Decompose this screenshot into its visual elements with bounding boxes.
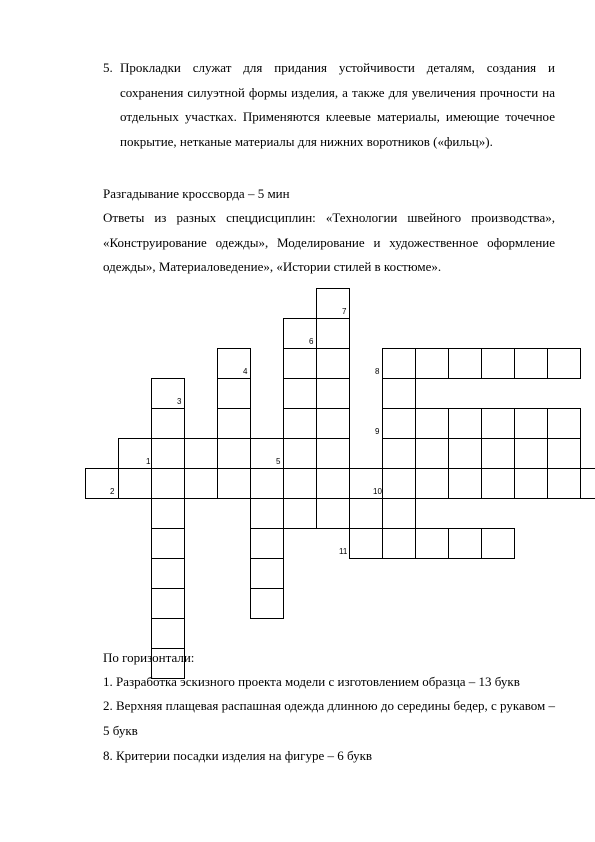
crossword-cell (383, 469, 416, 499)
crossword-cell (152, 529, 185, 559)
crossword-cell (284, 409, 317, 439)
crossword-cell (284, 379, 317, 409)
crossword-cell (515, 409, 548, 439)
crossword-cell (449, 439, 482, 469)
crossword-cell (317, 469, 350, 499)
crossword-cell (482, 439, 515, 469)
crossword-cell (251, 589, 284, 619)
crossword-cell (218, 469, 251, 499)
crossword-number: 5 (276, 457, 281, 466)
crossword-cell (152, 559, 185, 589)
crossword-cell (416, 409, 449, 439)
across-clues-heading: По горизонтали: (103, 650, 195, 665)
crossword-cell (284, 469, 317, 499)
crossword-number: 4 (243, 367, 248, 376)
crossword-cell (317, 409, 350, 439)
crossword-number: 10 (373, 487, 382, 496)
section-heading: Разгадывание кроссворда – 5 мин (103, 186, 290, 201)
crossword-cell (152, 619, 185, 649)
crossword-cell (350, 529, 383, 559)
crossword-cell (119, 469, 152, 499)
crossword-cell (350, 499, 383, 529)
crossword-number: 8 (375, 367, 380, 376)
crossword-cell (581, 469, 595, 499)
crossword-cell (449, 349, 482, 379)
crossword-cell (515, 469, 548, 499)
crossword-cell (218, 439, 251, 469)
crossword-cell (383, 499, 416, 529)
crossword-cell (383, 379, 416, 409)
crossword-cell (383, 349, 416, 379)
crossword-cell (317, 319, 350, 349)
crossword-cell (152, 589, 185, 619)
crossword-cell (416, 349, 449, 379)
crossword-cell (416, 469, 449, 499)
crossword-number: 9 (375, 427, 380, 436)
crossword-number: 6 (309, 337, 314, 346)
crossword-cell (251, 559, 284, 589)
crossword-cell (185, 439, 218, 469)
crossword-cell (416, 529, 449, 559)
crossword-cell (284, 499, 317, 529)
crossword-cell (185, 469, 218, 499)
crossword-cell (251, 529, 284, 559)
crossword-cell (284, 349, 317, 379)
crossword-cell (548, 409, 581, 439)
crossword-cell (482, 349, 515, 379)
crossword-cell (152, 439, 185, 469)
crossword-cell (284, 439, 317, 469)
crossword-number: 2 (110, 487, 115, 496)
crossword-cell (548, 439, 581, 469)
crossword-cell (317, 439, 350, 469)
clue-2: 2. Верхняя плащевая распашная одежда длинною до середины бедер, с рукавом – 5 букв (103, 698, 555, 738)
crossword-cell (416, 439, 449, 469)
crossword-number: 1 (146, 457, 151, 466)
clue-8: 8. Критерии посадки изделия на фигуре – 6 букв (103, 748, 373, 763)
list-item-text: Прокладки служат для придания устойчивости деталям, создания и сохранения силуэтной формы изделия, а также для увеличения прочности на отдельных участках. Применяются клеевые материалы, имеющие точечное покрытие, нетканые материалы для нижних воротников («фильц»). (120, 60, 555, 149)
crossword-cell (449, 529, 482, 559)
crossword-cell (218, 379, 251, 409)
crossword-cell (515, 439, 548, 469)
crossword-cell (251, 469, 284, 499)
crossword-cell (317, 499, 350, 529)
crossword-cell (449, 469, 482, 499)
crossword-cell (152, 409, 185, 439)
crossword-cell (548, 349, 581, 379)
crossword-cell (383, 409, 416, 439)
crossword-number: 11 (339, 547, 348, 556)
crossword-cell (317, 349, 350, 379)
crossword-cell (317, 379, 350, 409)
crossword-cell (383, 529, 416, 559)
crossword-cell (482, 469, 515, 499)
list-item-number: 5. (103, 60, 113, 75)
clue-1: 1. Разработка эскизного проекта модели с изготовлением образца – 13 букв (103, 674, 520, 689)
crossword-cell (218, 409, 251, 439)
answers-paragraph: Ответы из разных спецдисциплин: «Технологии швейного производства», «Конструирование одежды», Моделирование и художественное оформление одежды», Материаловедение», «Истории стилей в костюме». (103, 210, 555, 274)
crossword-cell (383, 439, 416, 469)
crossword-cell (548, 469, 581, 499)
crossword-number: 7 (342, 307, 347, 316)
crossword-cell (449, 409, 482, 439)
crossword-number: 3 (177, 397, 182, 406)
crossword-cell (515, 349, 548, 379)
crossword-cell (152, 499, 185, 529)
crossword-cell (251, 499, 284, 529)
crossword-cell (482, 409, 515, 439)
crossword-cell (152, 469, 185, 499)
crossword-cell (482, 529, 515, 559)
